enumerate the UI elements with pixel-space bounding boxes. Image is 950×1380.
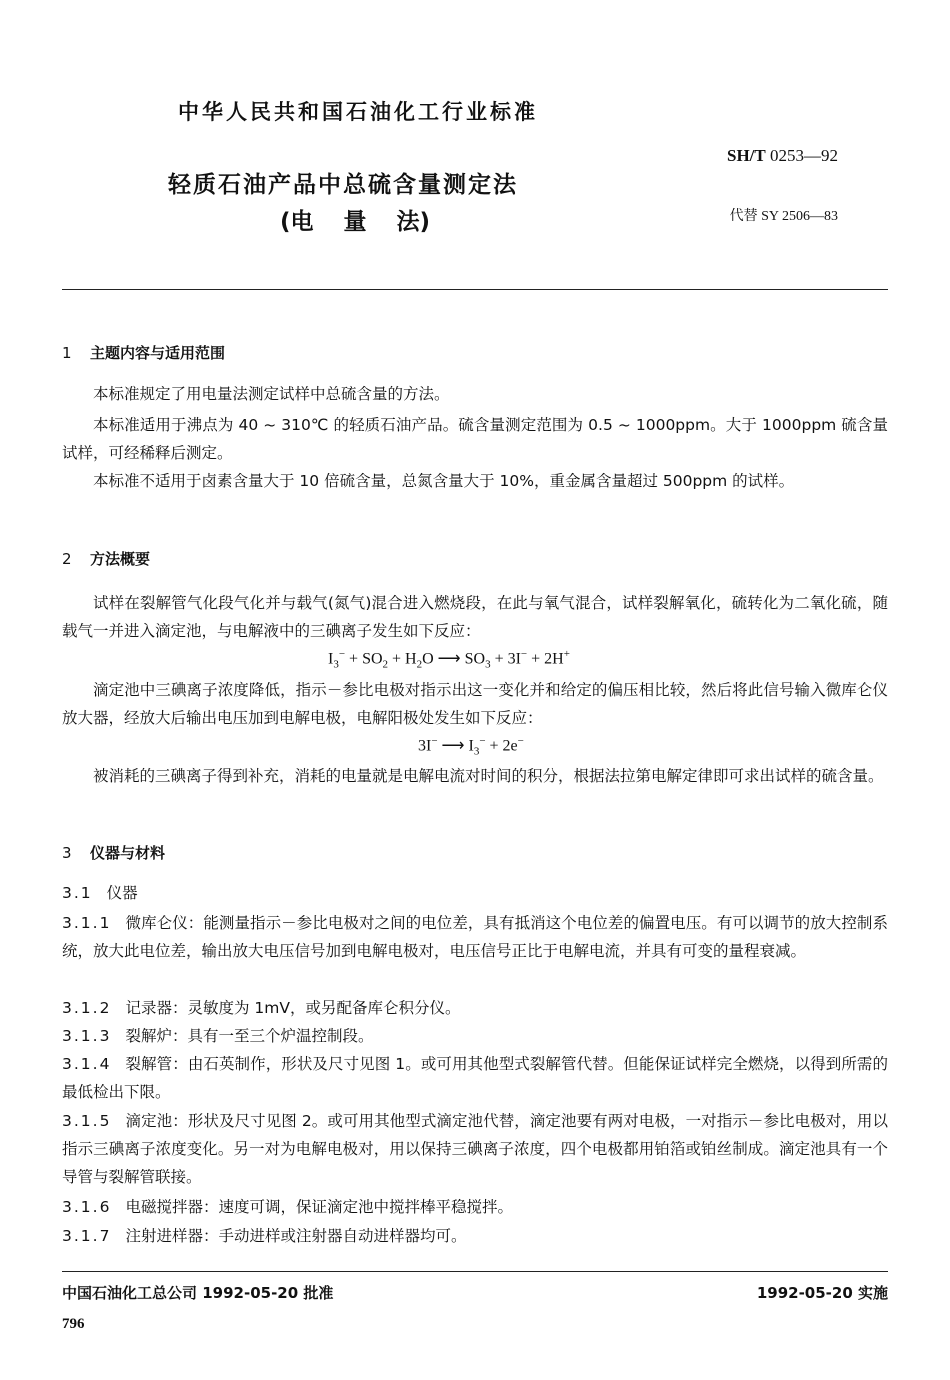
- eq2-sup: −: [479, 735, 486, 747]
- document-title: 轻质石油产品中总硫含量测定法: [168, 172, 518, 198]
- item-number: 3.1.5: [62, 1112, 112, 1130]
- approval-note: 中国石油化工总公司 1992-05-20 批准: [62, 1284, 334, 1302]
- item-number: 3.1.4: [62, 1055, 112, 1073]
- eq2-sub: 3: [473, 745, 480, 758]
- item-number: 3.1.6: [62, 1198, 112, 1216]
- eq2-sup: −: [431, 735, 438, 747]
- section-1-paragraph-1: 本标准规定了用电量法测定试样中总硫含量的方法。: [93, 385, 450, 403]
- page-number: 796: [62, 1316, 85, 1332]
- standard-code: [727, 146, 838, 166]
- item-number: 3.1.3: [62, 1027, 112, 1045]
- header-divider: [62, 289, 888, 290]
- eq1-sup: +: [563, 648, 570, 660]
- eq1-sub: 2: [416, 658, 423, 671]
- list-item: [62, 1022, 888, 1050]
- section-2-paragraph-1: 试样在裂解管气化段气化并与载气(氮气)混合进入燃烧段，在此与氧气混合，试样裂解氧化，硫转化为二氧化硫，随载气一并进入滴定池，与电解液中的三碘离子发生如下反应：: [62, 594, 888, 640]
- list-item: [62, 909, 888, 965]
- item-number: 3.1.1: [62, 914, 112, 932]
- item-text: 微库仑仪：能测量指示－参比电极对之间的电位差，具有抵消这个电位差的偏置电压。有可以调节的放大控制系统，放大此电位差，输出放大电压信号加到电解电极对，电压信号正比于电解电流，并具有可变的量程衰减。: [62, 914, 888, 960]
- eq1-term: + H: [388, 650, 417, 668]
- eq1-sub: 3: [485, 658, 491, 671]
- replaces-standard: 代替 SY 2506—83: [729, 209, 838, 224]
- subsection-3-1-heading: [62, 879, 888, 907]
- item-text: 记录器：灵敏度为 1mV，或另配备库仑积分仪。: [125, 999, 461, 1017]
- section-3-title: 仪器与材料: [90, 844, 166, 862]
- subsection-number: 3.1: [62, 884, 93, 902]
- reaction-equation-2: [418, 735, 524, 758]
- eq1-term: I: [328, 650, 334, 668]
- item-text: 注射进样器：手动进样或注射器自动进样器均可。: [125, 1227, 467, 1245]
- standard-code-prefix: SH/T: [727, 146, 766, 165]
- item-text: 裂解管：由石英制作，形状及尺寸见图 1。或可用其他型式裂解管代替。但能保证试样完全燃烧，以得到所需的最低检出下限。: [62, 1055, 888, 1101]
- section-2-number: 2: [62, 550, 72, 568]
- section-1-paragraph-3: 本标准不适用于卤素含量大于 10 倍硫含量，总氮含量大于 10%，重金属含量超过 500ppm 的试样。: [93, 472, 795, 490]
- eq2-term: + 2e: [485, 737, 518, 755]
- eq1-term: O ⟶ SO: [422, 650, 486, 668]
- item-number: 3.1.7: [62, 1227, 112, 1245]
- standard-code-number: 0253—92: [770, 146, 838, 165]
- list-item: [62, 1050, 888, 1106]
- list-item: [62, 994, 888, 1022]
- eq1-sub: 3: [333, 658, 339, 671]
- item-text: 电磁搅拌器：速度可调，保证滴定池中搅拌棒平稳搅拌。: [125, 1198, 513, 1216]
- section-2-heading: [62, 548, 150, 569]
- document-subtitle: (电 量 法): [280, 209, 431, 235]
- item-text: 滴定池：形状及尺寸见图 2。或可用其他型式滴定池代替，滴定池要有两对电极，一对指示－参比电极对，用以指示三碘离子浓度变化。另一对为电解电极对，用以保持三碘离子浓度，四个电极都用铂箔或铂丝制成。滴定池具有一个导管与裂解管联接。: [62, 1112, 888, 1186]
- footer-divider: [62, 1271, 888, 1272]
- section-2-paragraph-2: 滴定池中三碘离子浓度降低，指示－参比电极对指示出这一变化并和给定的偏压相比较，然后将此信号输入微库仑仪放大器，经放大后输出电压加到电解电极，电解阳极处发生如下反应：: [62, 681, 888, 727]
- section-3-number: 3: [62, 844, 72, 862]
- list-item: [62, 1222, 888, 1250]
- eq1-sup: −: [338, 648, 346, 660]
- eq1-term: + 3I: [490, 650, 521, 668]
- eq1-term: + SO: [345, 650, 383, 668]
- eq2-term: 3I: [418, 737, 432, 755]
- section-3-heading: [62, 842, 165, 863]
- eq1-sup: −: [520, 648, 528, 660]
- section-1-heading: [62, 342, 225, 363]
- eq1-sub: 2: [382, 658, 389, 671]
- list-item: [62, 1107, 888, 1191]
- item-number: 3.1.2: [62, 999, 112, 1017]
- implementation-note: 1992-05-20 实施: [756, 1284, 888, 1302]
- section-1-number: 1: [62, 344, 72, 362]
- eq2-sup: −: [517, 735, 524, 747]
- list-item: [62, 1193, 888, 1221]
- section-1-title: 主题内容与适用范围: [90, 344, 226, 362]
- item-text: 裂解炉：具有一至三个炉温控制段。: [125, 1027, 374, 1045]
- subsection-title: 仪器: [106, 884, 138, 902]
- reaction-equation-1: [328, 648, 570, 671]
- section-2-paragraph-3: 被消耗的三碘离子得到补充，消耗的电量就是电解电流对时间的积分，根据法拉第电解定律即可求出试样的硫含量。: [93, 767, 884, 785]
- eq2-term: ⟶ I: [437, 737, 474, 755]
- section-2-title: 方法概要: [90, 550, 151, 568]
- issuing-authority: 中华人民共和国石油化工行业标准: [178, 100, 538, 124]
- section-1-paragraph-2: 本标准适用于沸点为 40 ~ 310℃ 的轻质石油产品。硫含量测定范围为 0.5 ~ 1000ppm。大于 1000ppm 硫含量试样，可经稀释后测定。: [62, 416, 888, 462]
- eq1-term: + 2H: [527, 650, 564, 668]
